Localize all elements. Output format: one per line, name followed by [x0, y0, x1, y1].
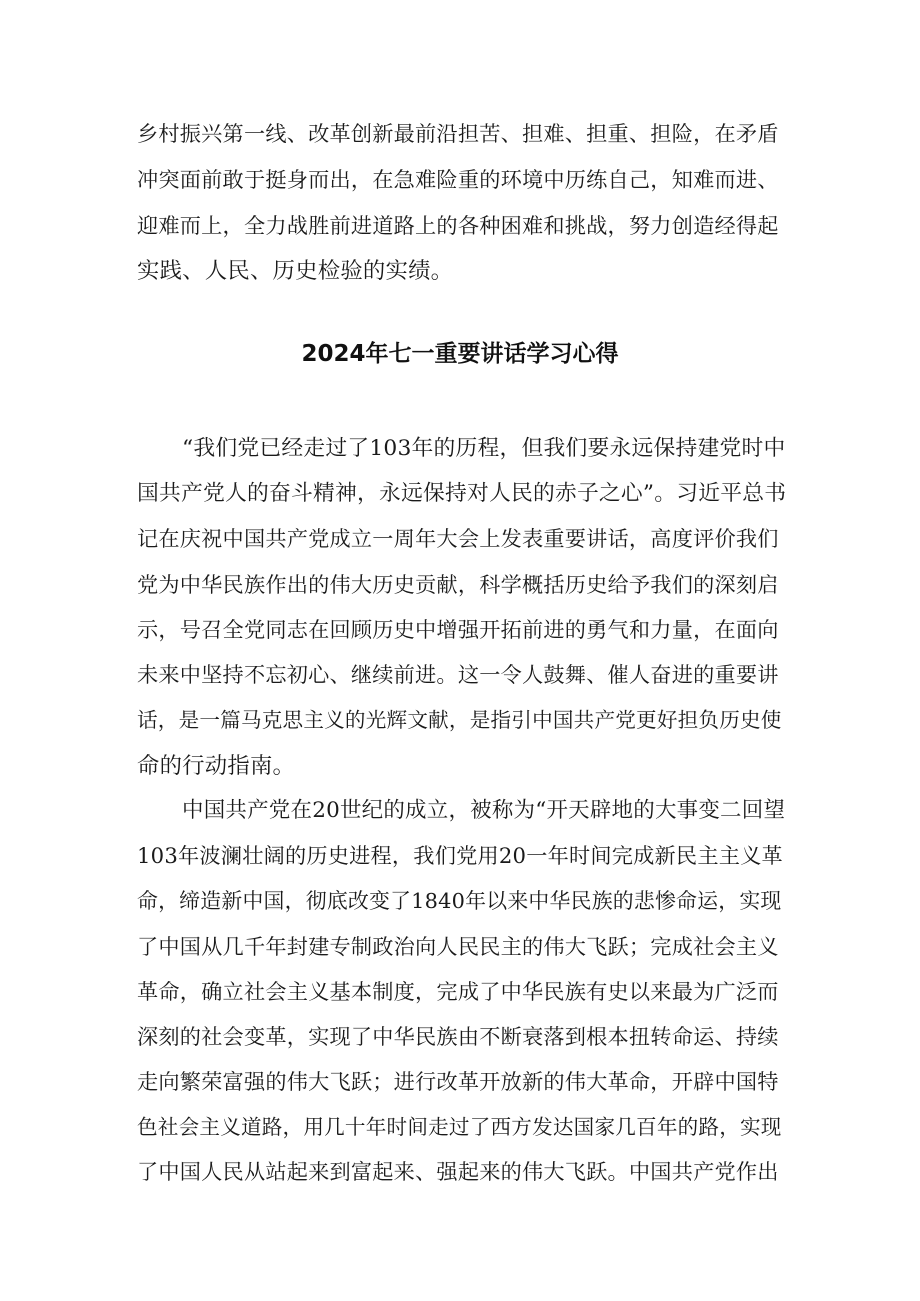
paragraph2-line-3: 命，缔造新中国，彻底改变了1840年以来中华民族的悲惨命运，实现 [137, 889, 782, 913]
paragraph2-line-8: 色社会主义道路，用几十年时间走过了西方发达国家几百年的路，实现 [137, 1115, 782, 1139]
paragraph1-line-5: 示，号召全党同志在回顾历史中增强开拓前进的勇气和力量，在面向 [137, 617, 779, 642]
intro-line-2: 冲突面前敢于挺身而出，在急难险重的环境中历练自己，知难而进、 [137, 167, 779, 192]
paragraph2-line-7: 走向繁荣富强的伟大飞跃；进行改革开放新的伟大革命，开辟中国特 [137, 1069, 779, 1094]
paragraph2-line-6: 深刻的社会变革，实现了中华民族由不断衰落到根本扭转命运、持续 [137, 1024, 779, 1049]
paragraph1-line-8: 命的行动指南。 [137, 753, 296, 779]
paragraph1-line-4: 党为中华民族作出的伟大历史贡献，科学概括历史给予我们的深刻启 [137, 572, 779, 597]
paragraph2-line-1: 中国共产党在20世纪的成立，被称为“开天辟地的大事变二回望 [182, 798, 786, 823]
intro-line-4: 实践、人民、历史检验的实绩。 [137, 258, 454, 284]
paragraph1-line-1: “我们党已经走过了103年的历程，但我们要永远保持建党时中 [182, 436, 786, 461]
document-title: 2024年七一重要讲话学习心得 [301, 341, 619, 367]
paragraph2-line-2: 103年波澜壮阔的历史进程，我们党用20一年时间完成新民主主义革 [137, 843, 783, 868]
paragraph1-line-6: 未来中坚持不忘初心、继续前进。这一令人鼓舞、催人奋进的重要讲 [137, 662, 779, 687]
paragraph1-line-2: 国共产党人的奋斗精神，永远保持对人民的赤子之心”。习近平总书 [137, 481, 787, 506]
paragraph1-line-7: 话，是一篇马克思主义的光辉文献，是指引中国共产党更好担负历史使 [137, 708, 782, 732]
paragraph2-line-5: 革命，确立社会主义基本制度，完成了中华民族有史以来最为广泛而 [137, 979, 779, 1004]
paragraph2-line-4: 了中国从几千年封建专制政治向人民民主的伟大飞跃；完成社会主义 [137, 934, 779, 959]
paragraph1-line-3: 记在庆祝中国共产党成立一周年大会上发表重要讲话，高度评价我们 [137, 526, 779, 551]
intro-line-1: 乡村振兴第一线、改革创新最前沿担苦、担难、担重、担险，在矛盾 [137, 121, 779, 146]
intro-line-3: 迎难而上，全力战胜前进道路上的各种困难和挑战，努力创造经得起 [137, 213, 779, 238]
paragraph2-line-9: 了中国人民从站起来到富起来、强起来的伟大飞跃。中国共产党作出 [137, 1159, 779, 1184]
